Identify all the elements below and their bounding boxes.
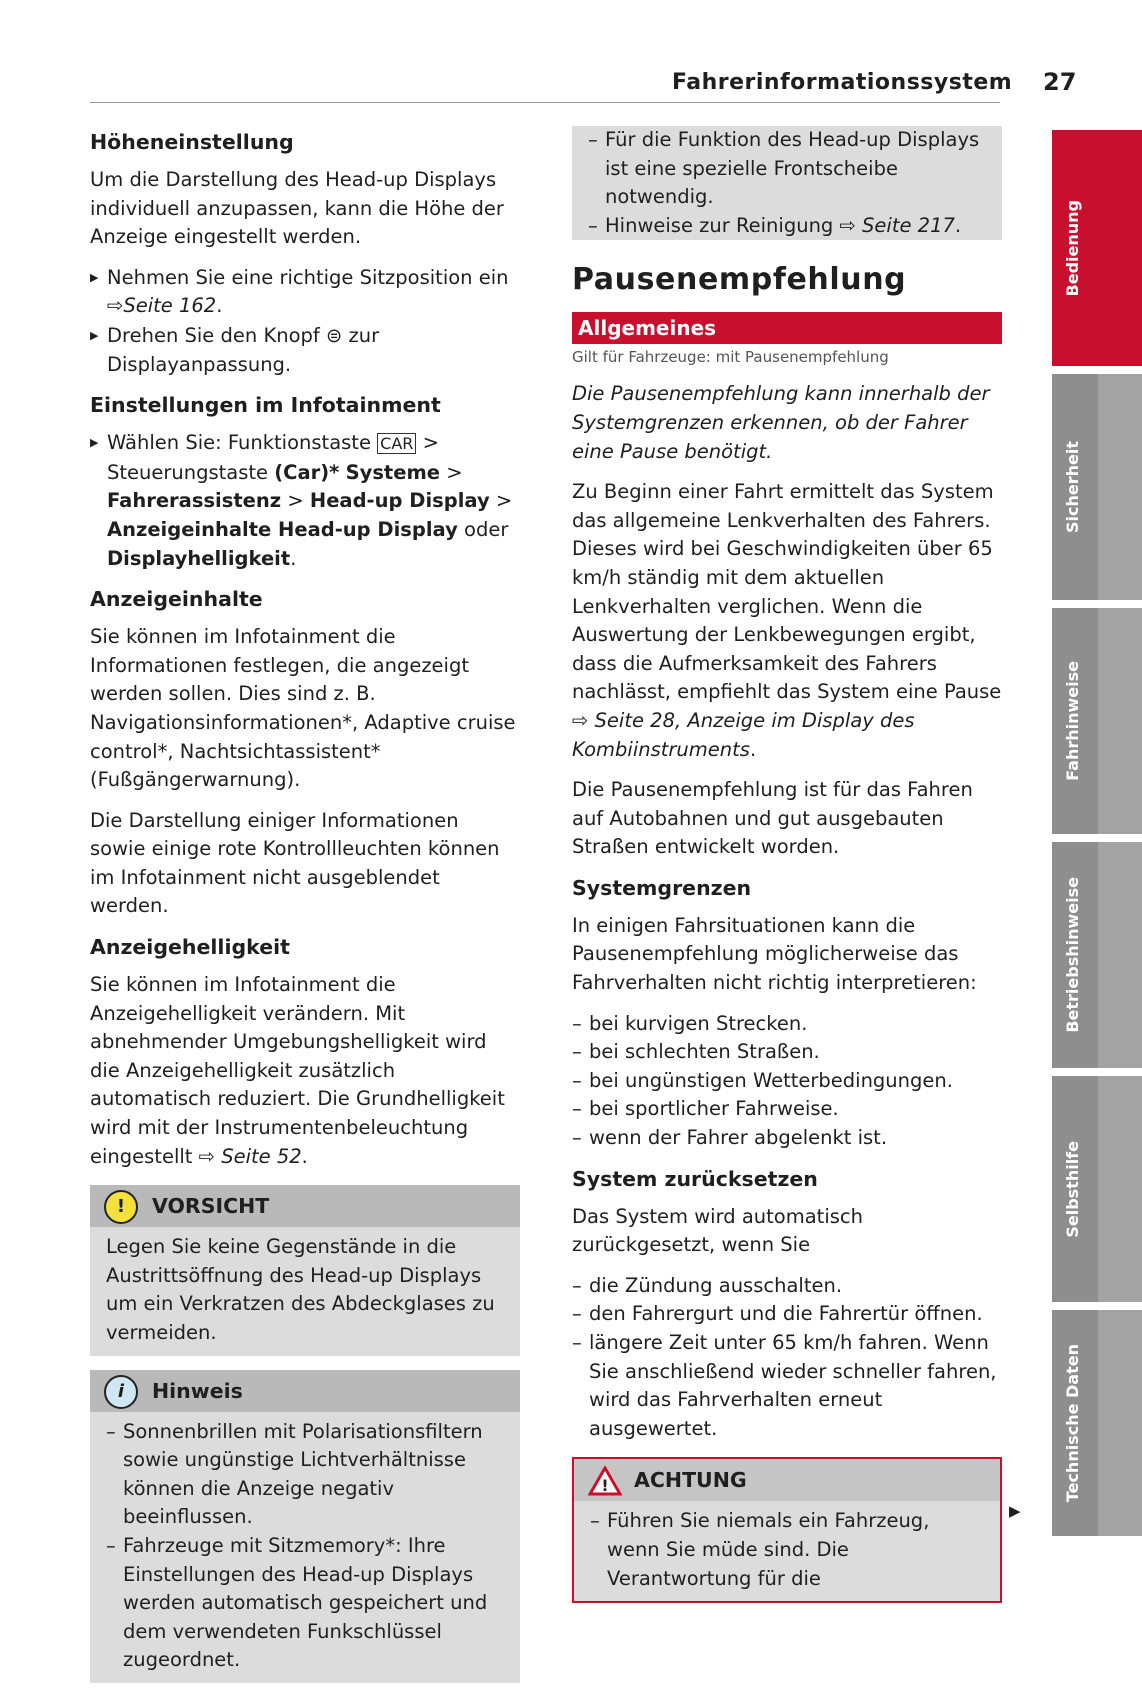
warning-triangle-icon [588,1466,622,1496]
warning-title: ACHTUNG [634,1468,747,1493]
tab-strip [1098,374,1142,600]
page-link[interactable]: Seite 217 [862,213,955,237]
tab-label: Betriebshinweise [1062,877,1082,1033]
tab-strip [1098,1076,1142,1302]
info-icon: i [104,1375,138,1409]
note-text: Hinweise zur Reinigung ⇨ [605,213,856,237]
page-link[interactable]: Seite 28, Anzeige im Display des Kombiinstruments [572,708,915,761]
tab-strip [1098,130,1142,366]
note-box [90,1370,520,1683]
note-item: – Sonnenbrillen mit Polarisationsfiltern sowie ungünstige Lichtverhältnisse können die Anzeige negativ beeinflussen. [106,1418,506,1532]
menu-path: (Car)* [274,460,340,484]
header-rule [90,102,1000,103]
warning-body [574,1501,1000,1601]
list-item: – bei ungünstigen Wetterbedingungen. [572,1067,1002,1096]
page-link[interactable]: Seite 162 [123,294,217,318]
list-item: – längere Zeit unter 65 km/h fahren. Wenn Sie anschließend wieder schneller fahren, wird das Fahrverhalten erneut ausgewertet. [572,1329,1002,1443]
paragraph: Die Darstellung einiger Informationen sowie einige rote Kontrollleuchten können im Infotainment nicht ausgeblendet werden. [90,808,500,918]
tab-strip [1098,608,1142,834]
reset-list [572,1272,1002,1444]
caution-text: Legen Sie keine Gegenstände in die Austrittsöffnung des Head-up Displays um ein Verkratzen des Abdeckglases zu vermeiden. [106,1235,495,1344]
caution-title: VORSICHT [152,1194,270,1219]
tab-fahrhinweise[interactable] [1052,608,1142,834]
list-item: – bei sportlicher Fahrweise. [572,1095,1002,1124]
exclamation-icon: ! [104,1190,138,1224]
intro-text: Die Pausenempfehlung kann innerhalb der Systemgrenzen erkennen, ob der Fahrer eine Pause benötigt. [572,382,990,463]
bullet-text: > Steuerungstaste [107,431,439,484]
heading-anzeigehelligkeit: Anzeigehelligkeit [90,935,290,960]
tab-sicherheit[interactable] [1052,374,1142,600]
tab-label: Selbsthilfe [1062,1140,1082,1238]
paragraph-text: Zu Beginn einer Fahrt ermittelt das System das allgemeine Lenkverhalten des Fahrers. Dieses wird bei Geschwindigkeiten über 65 km/h ständig mit dem aktuellen Lenkverhalten verglichen. Wenn die Auswertung der Lenkbewegungen ergibt, dass die Aufmerksamkeit des Fahrers nachlässt, empfiehlt das System eine Pause ⇨ [572,480,1002,732]
bullet-text: Drehen Sie den Knopf [107,323,320,347]
menu-path: Displayhelligkeit [107,546,291,570]
note-body [90,1412,520,1683]
paragraph-text: Sie können im Infotainment die Anzeigehelligkeit verändern. Mit abnehmender Umgebungshelligkeit wird die Anzeigehelligkeit zusätzlich automatisch reduziert. Die Grundhelligkeit wird mit der Instrumentenbeleuchtung eingestellt ⇨ [90,973,505,1168]
applicability-note: Gilt für Fahrzeuge: mit Pausenempfehlung [572,348,889,367]
menu-path: Head-up Display [309,489,490,513]
bullet-text: zur Displayanpassung. [107,323,380,376]
limits-list [572,1010,1002,1153]
paragraph: Sie können im Infotainment die Anzeigehelligkeit verändern. Mit abnehmender Umgebungshelligkeit wird die Anzeigehelligkeit zusätzlich automatisch reduziert. Die Grundhelligkeit wird mit der Instrumentenbeleuchtung eingestellt ⇨ Seite 52. [90,973,505,1168]
menu-path: Fahrerassistenz [107,489,282,513]
note-item: – Für die Funktion des Head-up Displays ist eine spezielle Frontscheibe notwendig. [588,126,992,212]
warning-box [572,1457,1002,1603]
heading-hoeheneinstellung: Höheneinstellung [90,130,294,154]
note-header [90,1370,520,1412]
running-header-title: Fahrerinformationssystem [672,70,1013,95]
note-item: – Fahrzeuge mit Sitzmemory*: Ihre Einstellungen des Head-up Displays werden automatisch gespeichert und dem verwendeten Funkschlüssel zugeordnet. [106,1532,506,1675]
right-column [572,128,1002,1603]
heading-einstellungen: Einstellungen im Infotainment [90,393,441,418]
tab-technische-daten[interactable] [1052,1310,1142,1536]
knob-icon: ⊜ [325,323,343,347]
list-item: – wenn der Fahrer abgelenkt ist. [572,1124,1002,1153]
warning-header [574,1459,1000,1501]
bullet-text: oder [464,517,509,541]
tab-strip [1098,1310,1142,1536]
tab-label: Technische Daten [1062,1343,1082,1503]
paragraph: Zu Beginn einer Fahrt ermittelt das System das allgemeine Lenkverhalten des Fahrers. Dieses wird bei Geschwindigkeiten über 65 km/h ständig mit dem aktuellen Lenkverhalten verglichen. Wenn die Auswertung der Lenkbewegungen ergibt, dass die Aufmerksamkeit des Fahrers nachlässt, empfiehlt das System eine Pause ⇨ Seite 28, Anzeige im Display des Kombiinstruments. [572,480,1002,761]
bullet-item [90,322,520,379]
bullet-text: Nehmen Sie eine richtige Sitzposition ein ⇨ [107,265,509,318]
paragraph: In einigen Fahrsituationen kann die Pausenempfehlung möglicherweise das Fahrverhalten nicht richtig interpretieren: [572,913,977,995]
caution-header [90,1185,520,1227]
tab-label: Sicherheit [1062,441,1082,533]
tab-bedienung[interactable] [1052,130,1142,366]
tab-betriebshinweise[interactable] [1052,842,1142,1068]
note-continuation [572,126,1002,240]
warning-item: – Führen Sie niemals ein Fahrzeug, wenn Sie müde sind. Die Verantwortung für die [590,1507,986,1593]
note-title: Hinweis [152,1378,243,1403]
list-item: – bei schlechten Straßen. [572,1038,1002,1067]
caution-box [90,1185,520,1355]
menu-path: Anzeigeinhalte Head-up Display [107,517,458,541]
continue-arrow-icon: ▶ [1009,1502,1021,1520]
list-item: – den Fahrergurt und die Fahrertür öffnen. [572,1300,1002,1329]
car-key: CAR [377,433,416,454]
tab-selbsthilfe[interactable] [1052,1076,1142,1302]
bullet-text: Wählen Sie: Funktionstaste [107,431,371,455]
heading-zuruecksetzen: System zurücksetzen [572,1166,818,1191]
paragraph: Das System wird automatisch zurückgesetzt, wenn Sie [572,1204,863,1257]
list-item: – bei kurvigen Strecken. [572,1010,1002,1039]
paragraph: Um die Darstellung des Head-up Displays individuell anzupassen, kann die Höhe der Anzeige eingestellt werden. [90,168,504,249]
heading-systemgrenzen: Systemgrenzen [572,875,752,900]
heading-anzeigeinhalte: Anzeigeinhalte [90,587,263,612]
section-title: Pausenempfehlung [572,262,907,298]
note-item: – Hinweise zur Reinigung ⇨ Seite 217. [588,212,992,241]
subsection-bar: Allgemeines [572,312,1002,344]
svg-text:!: ! [601,1476,609,1496]
tab-strip [1098,842,1142,1068]
page-link[interactable]: Seite 52 [221,1144,302,1168]
page-number: 27 [1043,68,1077,96]
bullet-item: ▶ Nehmen Sie eine richtige Sitzposition ein ⇨Seite 162. [90,264,520,321]
list-item: – die Zündung ausschalten. [572,1272,1002,1301]
paragraph: Die Pausenempfehlung ist für das Fahren auf Autobahnen und gut ausgebauten Straßen entwickelt worden. [572,778,973,859]
tab-label: Bedienung [1062,199,1082,297]
bullet-item: ▶ Wählen Sie: Funktionstaste CAR > Steuerungstaste (Car)* Systeme > Fahrerassistenz > Head-up Display > Anzeigeinhalte Head-up Display oder Displayhelligkeit. [90,429,520,573]
paragraph: Sie können im Infotainment die Informationen festlegen, die angezeigt werden sollen. Dies sind z. B. Navigationsinformationen*, Adaptive cruise control*, Nachtsichtassistent* (Fußgängerwarnung). [90,625,516,792]
menu-path: Systeme [345,460,441,484]
tab-label: Fahrhinweise [1062,661,1082,781]
left-column [90,128,520,1697]
